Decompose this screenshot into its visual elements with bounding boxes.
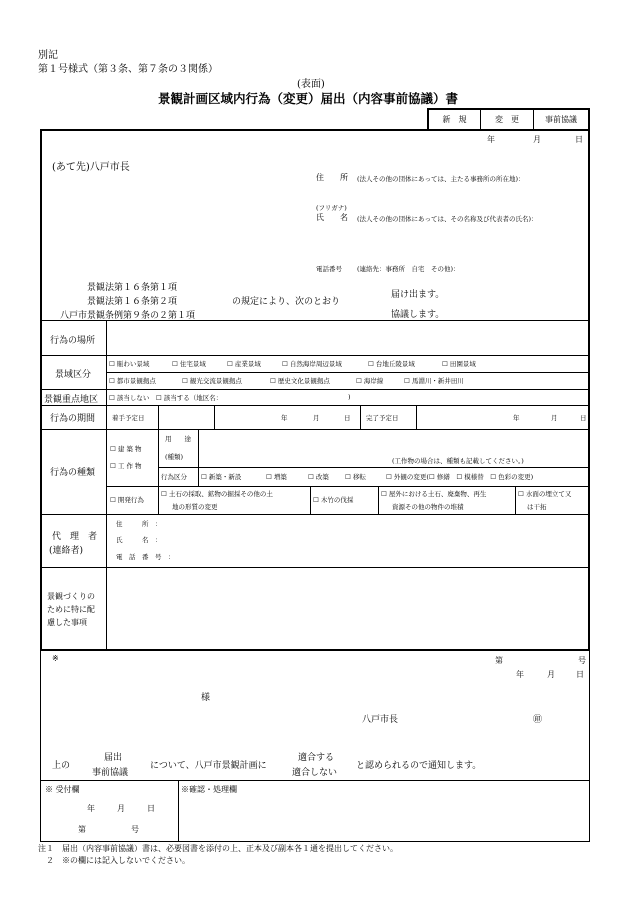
phone-note: (連絡先：事務所 自宅 その他)： <box>357 265 460 273</box>
reception-label: ※ 受付欄 <box>45 785 80 794</box>
office-day: 日 <box>576 670 584 679</box>
class-checkbox[interactable]: ☐ 移転 <box>345 473 366 481</box>
office-no-go: 号 <box>578 656 586 665</box>
zone-checkbox[interactable]: ☐ 海岸線 <box>356 377 384 385</box>
reception-bottom-line <box>40 841 590 842</box>
class-checkbox[interactable]: ☐ 外観の変更(☐ 修繕 ☐ 模様替 ☐ 色彩の変更) <box>386 473 534 481</box>
row-label-design-3: 慮した事項 <box>47 618 87 627</box>
structure-checkbox[interactable]: ☐ 工 作 物 <box>110 462 142 470</box>
agent-address-label: 住 所 ： <box>116 520 162 528</box>
row-label-type: 行為の種類 <box>50 468 96 478</box>
row-label-period: 行為の期間 <box>50 414 96 424</box>
kind-change-box[interactable]: 変 更 <box>480 108 534 130</box>
agent-name-label: 氏 名 ： <box>116 536 162 544</box>
reception-top-line <box>40 780 590 781</box>
address-label: 住 所 <box>316 173 348 182</box>
name-note: (法人その他の団体にあっては、その名称及び代表者の氏名)： <box>357 215 538 223</box>
col-line <box>515 486 516 514</box>
row-line <box>158 467 590 468</box>
col-line <box>416 405 417 429</box>
phone-field[interactable] <box>470 262 580 274</box>
form-number: 第１号様式（第３条、第７条の３関係） <box>38 64 218 75</box>
design-field[interactable] <box>108 569 588 649</box>
agent-phone-label: 電 話 番 号 ： <box>116 553 175 561</box>
key-area-options[interactable]: ☐ 該当しない ☐ 該当する（地区名： <box>109 394 223 402</box>
kind-new-box[interactable]: 新 規 <box>427 108 481 130</box>
end-year: 年 <box>513 414 520 422</box>
row-line <box>40 355 590 356</box>
confirm-label: ※確認・処理欄 <box>181 785 237 794</box>
row-line <box>40 429 590 430</box>
start-month: 月 <box>313 414 320 422</box>
name-label: 氏 名 <box>316 213 348 222</box>
office-mid-text: について、八戸市景観計画に <box>150 761 267 771</box>
row-line <box>40 389 590 390</box>
row-label-zone: 景域区分 <box>55 370 92 380</box>
row-label-place: 行為の場所 <box>50 336 96 346</box>
office-month: 月 <box>547 670 555 679</box>
annex-label: 別記 <box>38 50 58 61</box>
office-conform: 適合する <box>298 753 335 763</box>
class-checkbox[interactable]: ☐ 改築 <box>308 473 329 481</box>
furigana-label: (フリガナ) <box>316 204 347 212</box>
key-area-close: ) <box>348 393 351 401</box>
col-line <box>214 405 215 429</box>
col-line <box>158 429 159 514</box>
kind-prior-box[interactable]: 事前協議 <box>533 108 590 130</box>
end-month: 月 <box>551 414 558 422</box>
zone-checkbox[interactable]: ☐ 産業景域 <box>227 360 261 368</box>
class-checkbox[interactable]: ☐ 新築・新設 <box>201 473 242 481</box>
name-field[interactable] <box>545 210 587 222</box>
office-mark: ※ <box>52 654 59 663</box>
row-label-agent: 代 理 者 <box>52 532 98 542</box>
class-checkbox[interactable]: ☐ 増築 <box>266 473 287 481</box>
office-kind-notify: 届出 <box>104 753 123 763</box>
class-label: 行為区分 <box>161 473 187 481</box>
reception-year: 年 <box>87 804 95 813</box>
col-line <box>198 467 199 486</box>
col-line <box>198 429 199 467</box>
office-no-dai: 第 <box>495 656 503 665</box>
address-field[interactable] <box>530 170 586 182</box>
zone-checkbox[interactable]: ☐ 都市景観拠点 <box>109 377 156 385</box>
row-label-design-2: ために特に配 <box>47 605 95 614</box>
office-right-line <box>589 651 590 841</box>
zone-checkbox[interactable]: ☐ 田園景域 <box>442 360 476 368</box>
zone-checkbox[interactable]: ☐ 住宅景域 <box>172 360 206 368</box>
zone-checkbox[interactable]: ☐ 賑わい景域 <box>109 360 150 368</box>
row-line <box>106 372 590 373</box>
side-label: (表面) <box>297 79 325 90</box>
row-line <box>40 320 590 321</box>
reception-divider <box>178 780 179 841</box>
development-checkbox[interactable]: ☐ 開発行為 <box>110 496 144 504</box>
end-date-label: 完了予定日 <box>366 414 399 422</box>
col-line <box>158 405 159 429</box>
dev-item-storage-2: 資源その他の物件の堆積 <box>392 503 464 511</box>
dev-item-storage[interactable]: ☐ 屋外における土石、廃棄物、再生 <box>381 490 487 498</box>
law-middle-text: の規定により、次のとおり <box>232 297 341 307</box>
use-label: 用 途 <box>165 435 191 443</box>
page-title: 景観計画区域内行為（変更）届出（内容事前協議）書 <box>158 91 459 106</box>
office-sama: 様 <box>201 693 211 703</box>
office-mayor: 八戸市長 <box>362 715 399 725</box>
reception-go: 号 <box>131 825 139 834</box>
law-end-consult[interactable]: 協議します。 <box>391 310 445 320</box>
kind-label: (種類) <box>165 453 184 461</box>
row-label-agent-sub: (連絡者) <box>49 546 84 556</box>
col-line <box>310 486 311 514</box>
reception-day: 日 <box>147 804 155 813</box>
dev-item-soil[interactable]: ☐ 土石の採取、鉱物の掘採その他の土 <box>161 490 273 498</box>
building-checkbox[interactable]: ☐ 建 築 物 <box>110 445 142 453</box>
zone-checkbox[interactable]: ☐ 馬淵川・新井田川 <box>404 377 464 385</box>
office-year: 年 <box>516 670 524 679</box>
note-2: ２ ※の欄には記入しないでください。 <box>38 856 190 865</box>
structure-note: (工作物の場合は、種類も記載してください。) <box>392 457 524 465</box>
dev-item-reclaim[interactable]: ☐ 水面の埋立て又 <box>518 490 572 498</box>
dev-item-reclaim-2: は干拓 <box>527 503 547 511</box>
start-year: 年 <box>281 414 288 422</box>
law-16-2[interactable]: 景観法第１６条第２項 <box>87 297 178 307</box>
zone-checkbox[interactable]: ☐ 自然海岸周辺景域 <box>282 360 342 368</box>
col-line <box>106 320 107 651</box>
zone-checkbox[interactable]: ☐ 台地丘陵景域 <box>368 360 415 368</box>
reception-month: 月 <box>117 804 125 813</box>
row-line <box>40 514 590 515</box>
office-kind-prior: 事前協議 <box>92 768 129 778</box>
addressee: (あて先)八戸市長 <box>52 162 130 173</box>
zone-checkbox[interactable]: ☐ 歴史文化景観拠点 <box>270 377 330 385</box>
row-line <box>40 405 590 406</box>
date-month: 月 <box>533 135 541 144</box>
row-line <box>106 486 590 487</box>
date-year: 年 <box>487 135 495 144</box>
zone-checkbox[interactable]: ☐ 観光交流景観拠点 <box>182 377 242 385</box>
col-line <box>378 486 379 514</box>
row-label-key-area: 景観重点地区 <box>44 395 99 405</box>
date-day: 日 <box>575 135 583 144</box>
place-field[interactable] <box>108 322 588 353</box>
dev-item-timber[interactable]: ☐ 木竹の伐採 <box>313 496 354 504</box>
seal-icon: ㊞ <box>533 715 543 725</box>
phone-label: 電話番号 <box>316 265 342 273</box>
col-line <box>360 405 361 429</box>
office-end-text: と認められるので通知します。 <box>356 761 482 771</box>
row-label-design-1: 景観づくりの <box>47 592 95 601</box>
law-ordinance[interactable]: 八戸市景観条例第９条の２第１項 <box>60 311 196 321</box>
row-line <box>40 567 590 568</box>
reception-dai: 第 <box>78 825 86 834</box>
start-date-label: 着手予定日 <box>112 414 145 422</box>
dev-item-soil-2: 地の形質の変更 <box>172 503 218 511</box>
note-1: 注１ 届出（内容事前協議）書は、必要図書を添付の上、正本及び副本各１通を提出してください。 <box>38 844 398 853</box>
address-note: (法人その他の団体にあっては、主たる事務所の所在地)： <box>357 175 525 183</box>
start-day: 日 <box>344 414 351 422</box>
office-nonconform: 適合しない <box>292 768 338 778</box>
law-16-1[interactable]: 景観法第１６条第１項 <box>87 283 178 293</box>
office-above: 上の <box>52 761 71 771</box>
office-left-line <box>40 651 41 841</box>
law-end-notify[interactable]: 届け出ます。 <box>391 290 445 300</box>
end-day: 日 <box>580 414 587 422</box>
